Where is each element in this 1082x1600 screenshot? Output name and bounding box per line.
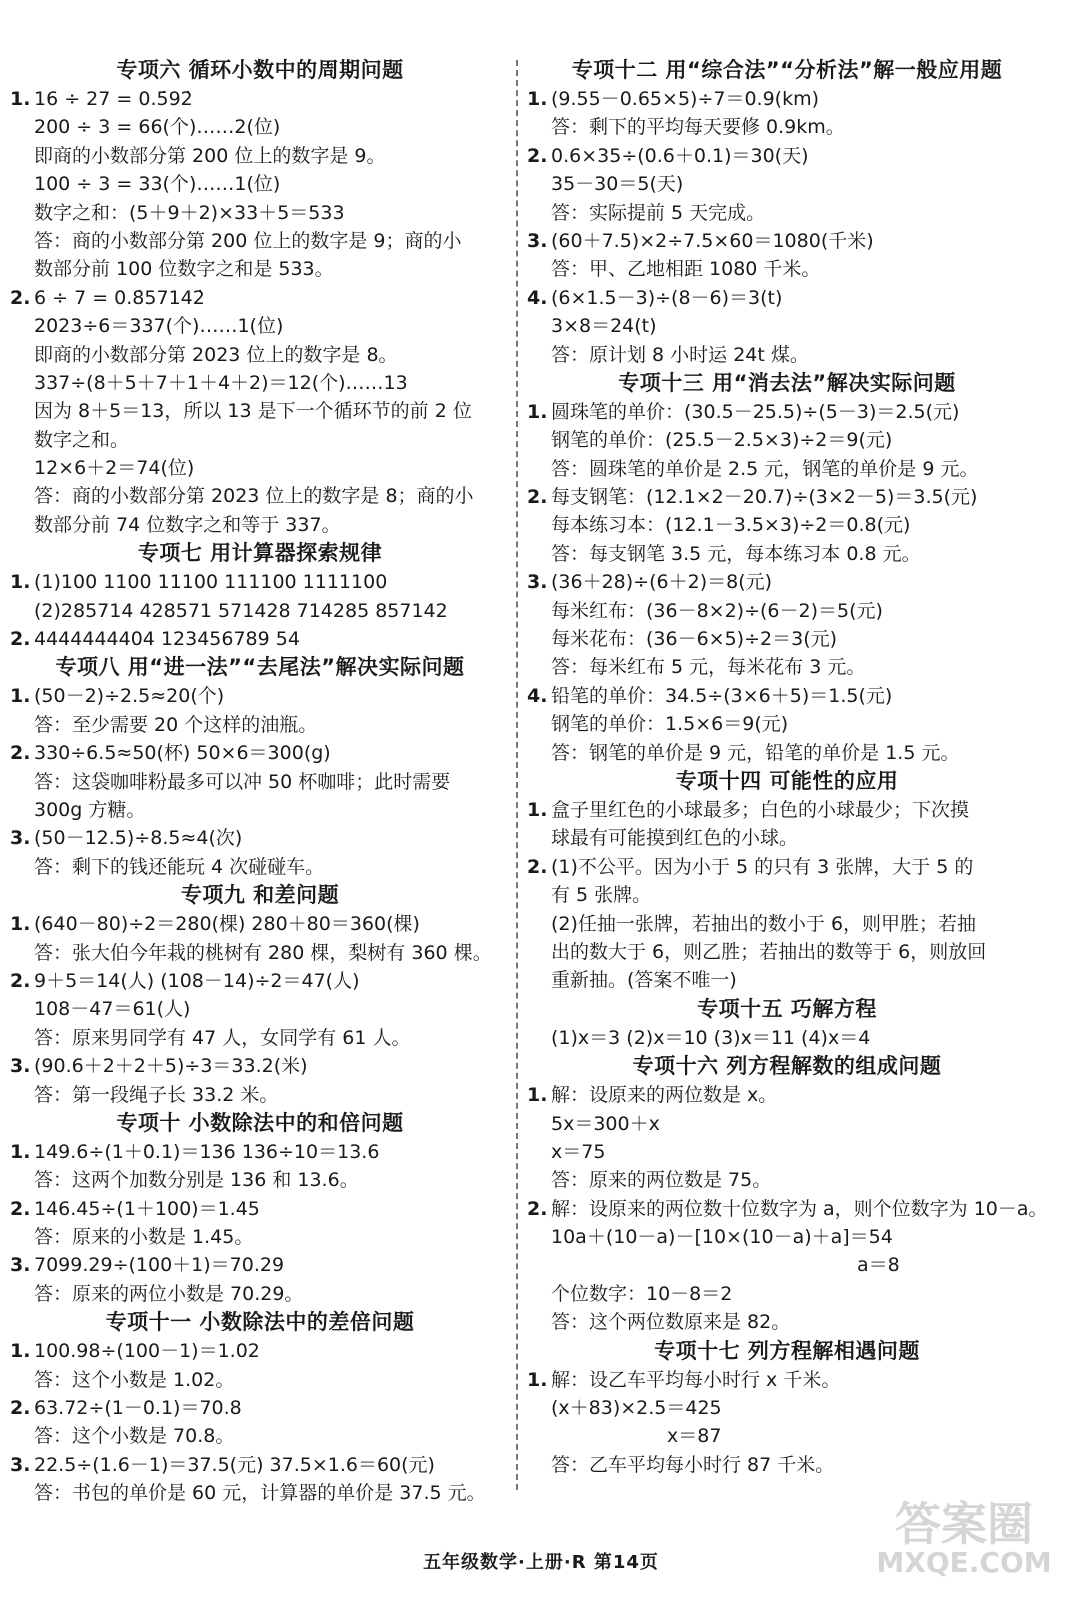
answer-line bbox=[527, 1308, 1047, 1336]
answer-line bbox=[527, 85, 1047, 113]
question-number: 1. bbox=[10, 571, 31, 594]
answer-line bbox=[527, 653, 1047, 681]
answer-text: (36＋28)÷(6＋2)＝8(元) bbox=[551, 571, 773, 594]
section bbox=[527, 767, 1047, 995]
answer-line bbox=[527, 1024, 1047, 1052]
answer-line bbox=[10, 824, 510, 852]
answer-text: 2023÷6＝337(个)……1(位) bbox=[34, 315, 284, 338]
answer-text: 108－47＝61(人) bbox=[34, 998, 191, 1021]
section-title: 专项七 用计算器探索规律 bbox=[137, 541, 383, 566]
answer-text: 答：每支钢笔 3.5 元，每本练习本 0.8 元。 bbox=[551, 542, 921, 565]
answer-line bbox=[527, 1110, 1047, 1138]
answer-line bbox=[527, 1422, 1047, 1450]
answer-line bbox=[10, 199, 510, 227]
answer-text: 5x＝300＋x bbox=[551, 1112, 660, 1135]
answer-text: (2)285714 428571 571428 714285 857142 bbox=[34, 599, 448, 622]
answer-line bbox=[10, 1166, 510, 1194]
answer-line bbox=[10, 369, 510, 397]
question-number: 1. bbox=[10, 685, 31, 708]
answer-line bbox=[10, 1223, 510, 1251]
section-title: 专项十六 列方程解数的组成问题 bbox=[632, 1054, 942, 1079]
answer-line bbox=[527, 1280, 1047, 1308]
answer-line bbox=[10, 853, 510, 881]
answer-text: 数部分前 100 位数字之和是 533。 bbox=[34, 258, 334, 281]
answer-line bbox=[10, 939, 510, 967]
answer-line bbox=[527, 938, 1047, 966]
answer-text: 答：剩下的钱还能玩 4 次碰碰车。 bbox=[34, 855, 325, 878]
answer-line bbox=[527, 511, 1047, 539]
section bbox=[10, 653, 510, 881]
left-column bbox=[10, 56, 510, 1508]
answer-text: 钢笔的单价：1.5×6＝9(元) bbox=[551, 713, 789, 736]
right-column bbox=[527, 56, 1047, 1479]
answer-text: 63.72÷(1－0.1)＝70.8 bbox=[34, 1397, 242, 1420]
question-number: 2. bbox=[527, 1197, 548, 1220]
answer-text: (9.55－0.65×5)÷7＝0.9(km) bbox=[551, 88, 820, 110]
answer-line bbox=[10, 711, 510, 739]
answer-line bbox=[527, 1366, 1047, 1394]
answer-line bbox=[10, 1052, 510, 1080]
answer-text: (640－80)÷2＝280(棵) 280＋80＝360(棵) bbox=[34, 913, 420, 936]
answer-text: 12×6＋2＝74(位) bbox=[34, 457, 195, 480]
answer-text: 数部分前 74 位数字之和等于 337。 bbox=[34, 513, 341, 536]
question-number: 3. bbox=[10, 1254, 31, 1277]
answer-text: 答：乙车平均每小时行 87 千米。 bbox=[551, 1453, 835, 1476]
answer-line bbox=[527, 710, 1047, 738]
answer-text: 答：原来的两位小数是 70.29。 bbox=[34, 1282, 304, 1305]
answer-line bbox=[527, 341, 1047, 369]
answer-line bbox=[10, 227, 510, 255]
answer-text: 因为 8＋5＝13，所以 13 是下一个循环节的前 2 位 bbox=[34, 400, 472, 423]
question-number: 2. bbox=[10, 628, 31, 651]
answer-line bbox=[10, 967, 510, 995]
answer-line bbox=[527, 398, 1047, 426]
answer-line bbox=[527, 1195, 1047, 1223]
answer-text: 答：这袋咖啡粉最多可以冲 50 杯咖啡；此时需要 bbox=[34, 770, 451, 793]
section-title: 专项十七 列方程解相遇问题 bbox=[654, 1338, 920, 1363]
question-number: 2. bbox=[10, 286, 31, 309]
answer-text: 即商的小数部分第 2023 位上的数字是 8。 bbox=[34, 343, 398, 366]
answer-line bbox=[527, 142, 1047, 170]
question-number: 2. bbox=[527, 855, 548, 878]
answer-line bbox=[10, 682, 510, 710]
section-title: 专项十一 小数除法中的差倍问题 bbox=[105, 1310, 415, 1335]
answer-line bbox=[527, 625, 1047, 653]
answer-text: 200 ÷ 3 = 66(个)……2(位) bbox=[34, 116, 281, 139]
answer-text: 每本练习本：(12.1－3.5×3)÷2＝0.8(元) bbox=[551, 514, 911, 537]
answer-text: (x＋83)×2.5＝425 bbox=[551, 1397, 722, 1420]
answer-text: 10a＋(10－a)－[10×(10－a)＋a]＝54 bbox=[551, 1226, 893, 1249]
answer-text: 100 ÷ 3 = 33(个)……1(位) bbox=[34, 173, 281, 196]
question-number: 2. bbox=[10, 969, 31, 992]
answer-text: 答：原来的小数是 1.45。 bbox=[34, 1226, 254, 1249]
answer-text: 16 ÷ 27 = 0.5̇92̇ bbox=[34, 88, 193, 110]
question-number: 3. bbox=[527, 229, 548, 252]
question-number: 1. bbox=[10, 88, 31, 110]
answer-text: 解：设乙车平均每小时行 x 千米。 bbox=[551, 1368, 841, 1391]
watermark-logo bbox=[864, 1498, 1064, 1578]
question-number: 1. bbox=[10, 1340, 31, 1363]
question-number: 3. bbox=[10, 1055, 31, 1078]
answer-line bbox=[527, 881, 1047, 909]
answer-text: 答：实际提前 5 天完成。 bbox=[551, 201, 766, 224]
answer-text: 球最有可能摸到红色的小球。 bbox=[551, 827, 799, 850]
answer-text: (50－2)÷2.5≈20(个) bbox=[34, 685, 225, 708]
section bbox=[527, 995, 1047, 1052]
answer-line bbox=[527, 1251, 1047, 1279]
answer-line bbox=[10, 426, 510, 454]
answer-line bbox=[527, 227, 1047, 255]
answer-line bbox=[10, 796, 510, 824]
answer-line bbox=[527, 853, 1047, 881]
answer-text: 答：钢笔的单价是 9 元，铅笔的单价是 1.5 元。 bbox=[551, 741, 960, 764]
answer-line bbox=[10, 284, 510, 312]
section bbox=[10, 881, 510, 1109]
section-title: 专项十二 用“综合法”“分析法”解一般应用题 bbox=[571, 58, 1003, 82]
answer-text: 7099.29÷(100＋1)＝70.29 bbox=[34, 1254, 285, 1277]
section-title: 专项十四 可能性的应用 bbox=[675, 768, 899, 793]
answer-line bbox=[527, 1223, 1047, 1251]
answer-text: 每米红布：(36－8×2)÷(6－2)＝5(元) bbox=[551, 599, 883, 622]
answer-text: 答：商的小数部分第 2023 位上的数字是 8；商的小 bbox=[34, 485, 474, 508]
answer-text: (1)不公平。因为小于 5 的只有 3 张牌，大于 5 的 bbox=[551, 855, 974, 878]
answer-line bbox=[10, 1024, 510, 1052]
answer-line bbox=[10, 1366, 510, 1394]
answer-text: 个位数字：10－8＝2 bbox=[551, 1282, 733, 1305]
answer-line bbox=[10, 255, 510, 283]
answer-line bbox=[10, 1280, 510, 1308]
answer-line bbox=[10, 1251, 510, 1279]
answer-line bbox=[527, 796, 1047, 824]
answer-text: 9＋5＝14(人) (108－14)÷2＝47(人) bbox=[34, 969, 360, 992]
page-footer: 五年级数学·上册·R 第14页 bbox=[423, 1552, 659, 1573]
question-number: 4. bbox=[527, 286, 548, 309]
answer-text: 盒子里红色的小球最多；白色的小球最少；下次摸 bbox=[551, 798, 970, 821]
answer-line bbox=[10, 739, 510, 767]
answer-text: (60＋7.5)×2÷7.5×60＝1080(千米) bbox=[551, 229, 874, 252]
answer-line bbox=[10, 85, 510, 113]
answer-line bbox=[527, 739, 1047, 767]
answer-text: 300g 方糖。 bbox=[34, 798, 146, 821]
section bbox=[10, 539, 510, 653]
question-number: 2. bbox=[527, 144, 548, 167]
section bbox=[10, 1308, 510, 1507]
answer-text: 149.6÷(1＋0.1)＝136 136÷10＝13.6 bbox=[34, 1140, 380, 1163]
question-number: 1. bbox=[10, 1140, 31, 1163]
answer-line bbox=[10, 511, 510, 539]
answer-line bbox=[10, 995, 510, 1023]
answer-text: 解：设原来的两位数十位数字为 a，则个位数字为 10－a。 bbox=[551, 1197, 1048, 1220]
answer-text: 337÷(8＋5＋7＋1＋4＋2)＝12(个)……13 bbox=[34, 371, 408, 394]
answer-text: (6×1.5－3)÷(8－6)＝3(t) bbox=[551, 286, 783, 309]
answer-line bbox=[527, 170, 1047, 198]
answer-text: 铅笔的单价：34.5÷(3×6＋5)＝1.5(元) bbox=[551, 684, 893, 707]
answer-line bbox=[527, 597, 1047, 625]
answer-line bbox=[527, 113, 1047, 141]
watermark-url: MXQE.COM bbox=[876, 1546, 1052, 1578]
answer-text: 146.45÷(1＋100)＝1.45 bbox=[34, 1197, 260, 1220]
section bbox=[527, 1337, 1047, 1480]
answer-line bbox=[527, 312, 1047, 340]
answer-text: (90.6＋2＋2＋5)÷3＝33.2(米) bbox=[34, 1055, 308, 1078]
question-number: 1. bbox=[527, 88, 548, 110]
answer-text: 每支钢笔：(12.1×2－20.7)÷(3×2－5)＝3.5(元) bbox=[551, 486, 978, 509]
answer-text: 答：甲、乙地相距 1080 千米。 bbox=[551, 258, 821, 281]
question-number: 4. bbox=[527, 684, 548, 707]
answer-line bbox=[10, 341, 510, 369]
answer-text: 答：剩下的平均每天要修 0.9km。 bbox=[551, 116, 845, 139]
answer-line bbox=[10, 910, 510, 938]
answer-text: a＝8 bbox=[857, 1254, 900, 1277]
column-divider bbox=[516, 60, 518, 1490]
answer-text: 答：这个两位数原来是 82。 bbox=[551, 1311, 791, 1334]
answer-line bbox=[527, 483, 1047, 511]
answer-text: (50－12.5)÷8.5≈4(次) bbox=[34, 827, 243, 850]
answer-text: 圆珠笔的单价：(30.5－25.5)÷(5－3)＝2.5(元) bbox=[551, 400, 960, 423]
question-number: 1. bbox=[527, 400, 548, 423]
answer-text: 数字之和。 bbox=[34, 428, 130, 451]
answer-line bbox=[10, 482, 510, 510]
answer-text: 3×8＝24(t) bbox=[551, 315, 657, 338]
answer-text: 100.98÷(100－1)＝1.02 bbox=[34, 1340, 260, 1363]
answer-text: 答：这个小数是 70.8。 bbox=[34, 1425, 235, 1448]
answer-line bbox=[527, 1166, 1047, 1194]
question-number: 2. bbox=[10, 742, 31, 765]
section bbox=[527, 369, 1047, 767]
question-number: 1. bbox=[527, 798, 548, 821]
answer-text: 即商的小数部分第 200 位上的数字是 9。 bbox=[34, 144, 386, 167]
answer-line bbox=[527, 568, 1047, 596]
answer-line bbox=[527, 682, 1047, 710]
question-number: 1. bbox=[10, 913, 31, 936]
answer-text: 数字之和：(5＋9＋2)×33＋5＝533 bbox=[34, 201, 345, 224]
answer-text: (2)任抽一张牌，若抽出的数小于 6，则甲胜；若抽 bbox=[551, 912, 977, 935]
answer-line bbox=[10, 113, 510, 141]
answer-line bbox=[10, 1479, 510, 1507]
section-title: 专项十 小数除法中的和倍问题 bbox=[116, 1110, 404, 1135]
answer-line bbox=[10, 1422, 510, 1450]
section-title: 专项九 和差问题 bbox=[180, 883, 340, 908]
answer-text: (1)100 1100 11100 111100 1111100 bbox=[34, 571, 388, 594]
answer-line bbox=[527, 1394, 1047, 1422]
answer-text: 4444444404 123456789 54 bbox=[34, 628, 300, 651]
section bbox=[10, 1109, 510, 1308]
answer-text: 答：书包的单价是 60 元，计算器的单价是 37.5 元。 bbox=[34, 1482, 486, 1505]
answer-line bbox=[10, 142, 510, 170]
question-number: 1. bbox=[527, 1368, 548, 1391]
answer-text: 钢笔的单价：(25.5－2.5×3)÷2＝9(元) bbox=[551, 429, 893, 452]
question-number: 1. bbox=[527, 1084, 548, 1107]
answer-line bbox=[527, 1081, 1047, 1109]
answer-line bbox=[10, 170, 510, 198]
answer-text: x＝87 bbox=[667, 1425, 722, 1448]
answer-line bbox=[527, 1451, 1047, 1479]
answer-line bbox=[10, 1394, 510, 1422]
question-number: 3. bbox=[10, 1453, 31, 1476]
answer-line bbox=[527, 540, 1047, 568]
section-title: 专项六 循环小数中的周期问题 bbox=[116, 58, 404, 82]
answer-text: 6 ÷ 7 = 0.8̇57142̇ bbox=[34, 286, 205, 309]
answer-text: 答：原来的两位数是 75。 bbox=[551, 1169, 772, 1192]
answer-line bbox=[527, 426, 1047, 454]
answer-text: 出的数大于 6，则乙胜；若抽出的数等于 6，则放回 bbox=[551, 940, 987, 963]
answer-line bbox=[10, 1337, 510, 1365]
question-number: 2. bbox=[10, 1397, 31, 1420]
answer-line bbox=[527, 1138, 1047, 1166]
answer-line bbox=[10, 1195, 510, 1223]
answer-text: 答：原来男同学有 47 人，女同学有 61 人。 bbox=[34, 1026, 411, 1049]
section bbox=[527, 1052, 1047, 1337]
answer-text: 答：圆珠笔的单价是 2.5 元，钢笔的单价是 9 元。 bbox=[551, 457, 979, 480]
answer-line bbox=[10, 1081, 510, 1109]
section-title: 专项八 用“进一法”“去尾法”解决实际问题 bbox=[55, 655, 465, 680]
answer-line bbox=[527, 199, 1047, 227]
answer-line bbox=[10, 1138, 510, 1166]
answer-line bbox=[527, 824, 1047, 852]
answer-line bbox=[10, 568, 510, 596]
answer-line bbox=[10, 597, 510, 625]
question-number: 3. bbox=[527, 571, 548, 594]
answer-text: 22.5÷(1.6－1)＝37.5(元) 37.5×1.6＝60(元) bbox=[34, 1453, 435, 1476]
answer-text: x＝75 bbox=[551, 1140, 606, 1163]
answer-line bbox=[10, 625, 510, 653]
answer-text: 答：第一段绳子长 33.2 米。 bbox=[34, 1083, 279, 1106]
answer-text: 有 5 张牌。 bbox=[551, 884, 652, 907]
answer-line bbox=[527, 966, 1047, 994]
answer-line bbox=[10, 1451, 510, 1479]
answer-text: 答：每米红布 5 元，每米花布 3 元。 bbox=[551, 656, 866, 679]
answer-text: 答：商的小数部分第 200 位上的数字是 9；商的小 bbox=[34, 229, 462, 252]
answer-line bbox=[10, 454, 510, 482]
answer-line bbox=[527, 255, 1047, 283]
answer-text: 重新抽。(答案不唯一) bbox=[551, 969, 737, 992]
question-number: 2. bbox=[527, 486, 548, 509]
question-number: 2. bbox=[10, 1197, 31, 1220]
answer-text: 0.6×35÷(0.6＋0.1)＝30(天) bbox=[551, 144, 809, 167]
answer-line bbox=[527, 455, 1047, 483]
answer-text: 答：张大伯今年栽的桃树有 280 棵，梨树有 360 棵。 bbox=[34, 941, 492, 964]
section bbox=[527, 56, 1047, 369]
question-number: 3. bbox=[10, 827, 31, 850]
answer-line bbox=[527, 284, 1047, 312]
answer-text: 答：这个小数是 1.02。 bbox=[34, 1368, 235, 1391]
answer-text: 答：这两个加数分别是 136 和 13.6。 bbox=[34, 1169, 359, 1192]
section-title: 专项十五 巧解方程 bbox=[697, 996, 877, 1021]
answer-text: 330÷6.5≈50(杯) 50×6＝300(g) bbox=[34, 742, 331, 765]
answer-line bbox=[10, 312, 510, 340]
section bbox=[10, 56, 510, 539]
answer-text: 答：原计划 8 小时运 24t 煤。 bbox=[551, 343, 809, 366]
answer-text: 35－30＝5(天) bbox=[551, 173, 684, 196]
section-title: 专项十三 用“消去法”解决实际问题 bbox=[618, 370, 956, 395]
answer-text: (1)x＝3 (2)x＝10 (3)x＝11 (4)x＝4 bbox=[551, 1026, 871, 1049]
answer-text: 解：设原来的两位数是 x。 bbox=[551, 1084, 778, 1107]
answer-line bbox=[10, 397, 510, 425]
answer-text: 答：至少需要 20 个这样的油瓶。 bbox=[34, 713, 318, 736]
answer-text: 每米花布：(36－6×5)÷2＝3(元) bbox=[551, 628, 838, 651]
answer-line bbox=[10, 768, 510, 796]
watermark-text: 答案圈 bbox=[895, 1498, 1033, 1551]
answer-line bbox=[527, 910, 1047, 938]
